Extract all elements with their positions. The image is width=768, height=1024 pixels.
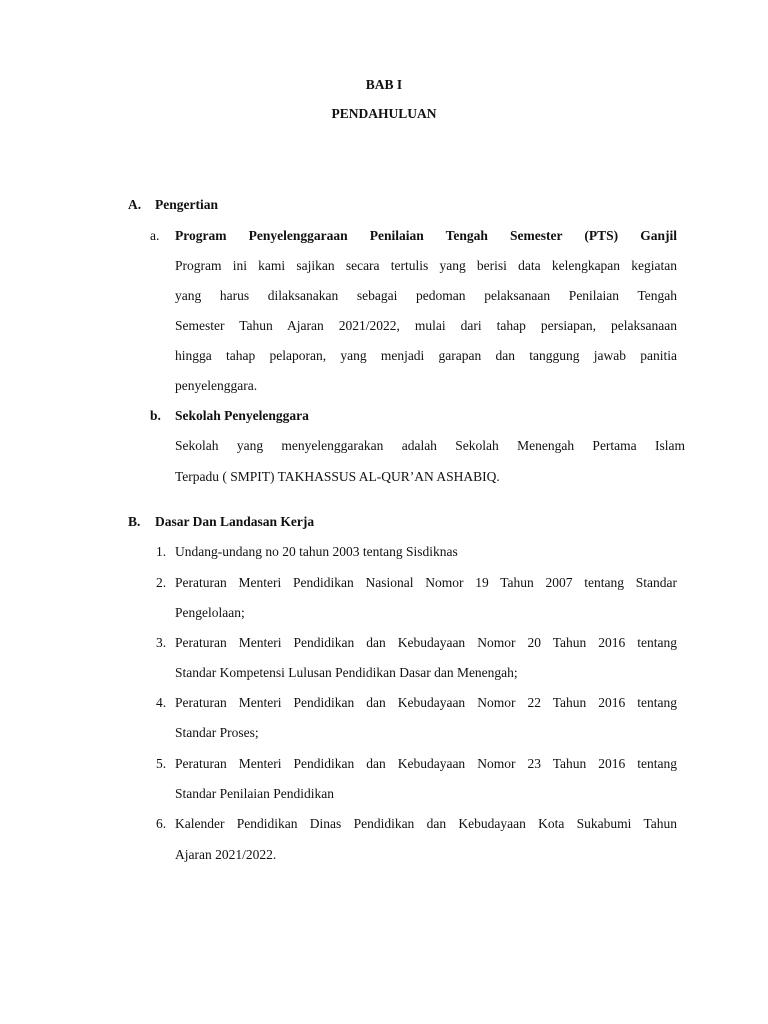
- list-item-number: 1.: [156, 544, 167, 559]
- list-item-line: Kalender Pendidikan Dinas Pendidikan dan Kebudayaan Kota Sukabumi Tahun: [175, 816, 677, 831]
- list-item-line: Peraturan Menteri Pendidikan dan Kebudayaan Nomor 22 Tahun 2016 tentang: [175, 695, 677, 710]
- list-item-line: Ajaran 2021/2022.: [175, 847, 277, 862]
- item-a-line: penyelenggara.: [175, 378, 258, 393]
- item-b-line: Terpadu ( SMPIT) TAKHASSUS AL-QUR’AN ASHABIQ.: [175, 469, 500, 484]
- item-a-line: hingga tahap pelaporan, yang menjadi garapan dan tanggung jawab panitia: [175, 348, 677, 363]
- item-a-line: yang harus dilaksanakan sebagai pedoman pelaksanaan Penilaian Tengah: [175, 288, 677, 303]
- item-b-heading: Sekolah Penyelenggara: [175, 408, 309, 423]
- item-a-heading: Program Penyelenggaraan Penilaian Tengah Semester (PTS) Ganjil: [175, 228, 677, 243]
- item-a-line: Semester Tahun Ajaran 2021/2022, mulai dari tahap persiapan, pelaksanaan: [175, 318, 677, 333]
- list-item-number: 5.: [156, 756, 167, 771]
- list-item-line: Standar Kompetensi Lulusan Pendidikan Dasar dan Menengah;: [175, 665, 518, 680]
- page-title: PENDAHULUAN: [331, 106, 437, 121]
- chapter-label: BAB I: [365, 77, 403, 92]
- section-b-marker: B.: [128, 514, 141, 529]
- section-b-heading: Dasar Dan Landasan Kerja: [155, 514, 315, 529]
- list-item-number: 3.: [156, 635, 167, 650]
- list-item-number: 6.: [156, 816, 167, 831]
- list-item-line: Standar Penilaian Pendidikan: [175, 786, 334, 801]
- list-item-line: Undang-undang no 20 tahun 2003 tentang Sisdiknas: [175, 544, 458, 559]
- section-a-marker: A.: [128, 197, 142, 212]
- section-a-heading: Pengertian: [155, 197, 218, 212]
- list-item-line: Peraturan Menteri Pendidikan dan Kebudayaan Nomor 23 Tahun 2016 tentang: [175, 756, 677, 771]
- list-item-line: Standar Proses;: [175, 725, 259, 740]
- item-b-marker: b.: [150, 408, 161, 423]
- list-item-number: 2.: [156, 575, 167, 590]
- list-item-line: Peraturan Menteri Pendidikan dan Kebudayaan Nomor 20 Tahun 2016 tentang: [175, 635, 677, 650]
- item-a-marker: a.: [150, 228, 160, 243]
- item-b-line: Sekolah yang menyelenggarakan adalah Sekolah Menengah Pertama Islam: [175, 438, 685, 453]
- item-a-line: Program ini kami sajikan secara tertulis yang berisi data kelengkapan kegiatan: [175, 258, 677, 273]
- list-item-line: Peraturan Menteri Pendidikan Nasional Nomor 19 Tahun 2007 tentang Standar: [175, 575, 677, 590]
- list-item-number: 4.: [156, 695, 167, 710]
- list-item-line: Pengelolaan;: [175, 605, 245, 620]
